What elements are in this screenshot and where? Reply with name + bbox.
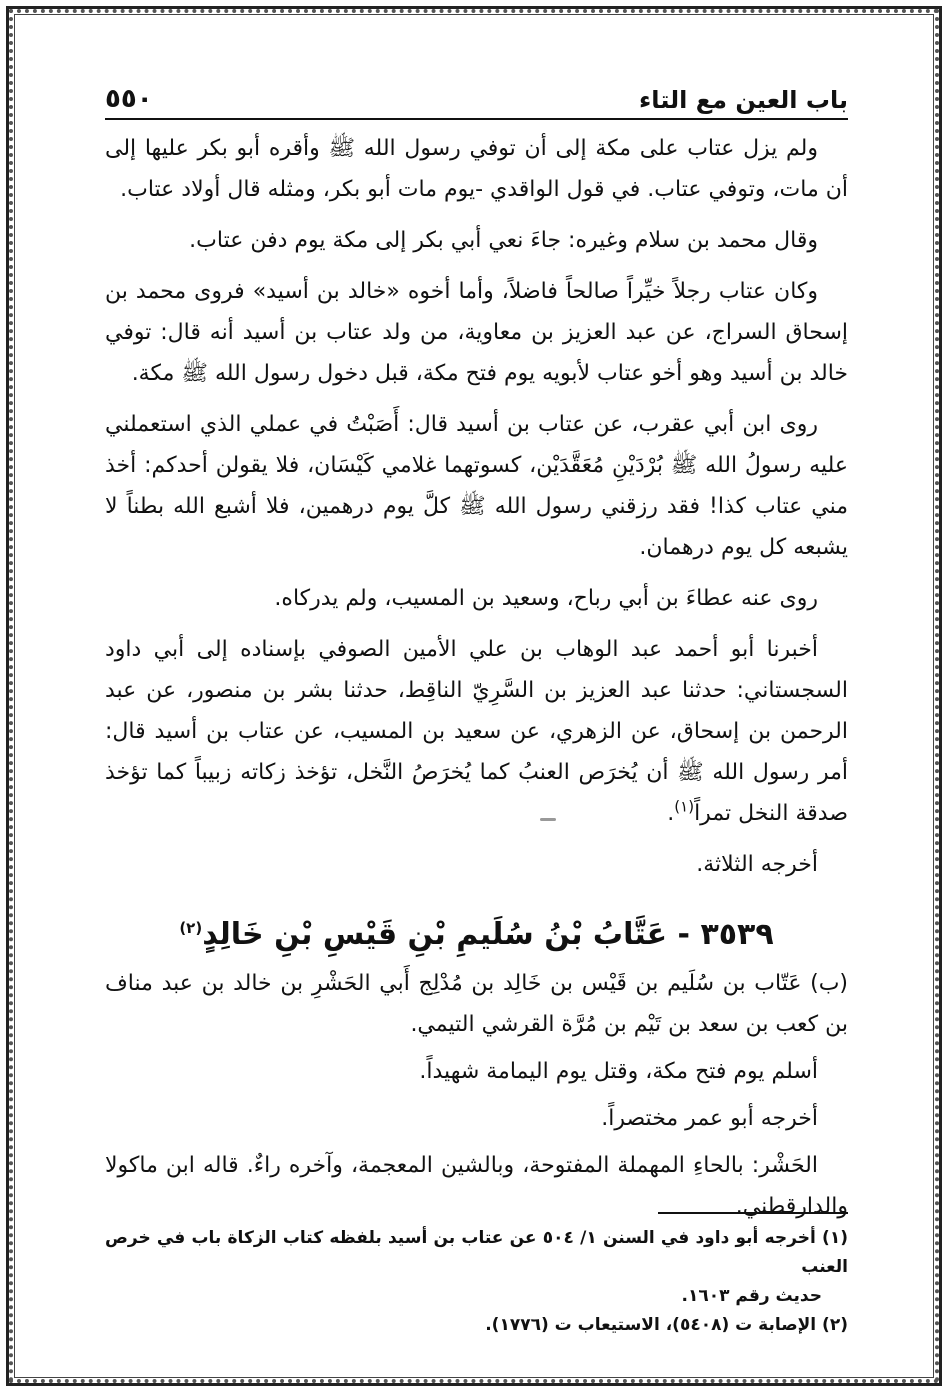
footnote-rule	[658, 1212, 848, 1214]
running-title: باب العين مع التاء	[639, 86, 848, 114]
footnote-ref: (٢)	[179, 919, 203, 937]
entry-paragraph: أخرجه أبو عمر مختصراً.	[601, 1106, 818, 1131]
footnote: (١) أخرجه أبو داود في السنن ١/ ٥٠٤ عن عتاب بن أسيد بلفظه كتاب الزكاة باب في خرص العنب	[105, 1228, 848, 1277]
entry-paragraph: أسلم يوم فتح مكة، وقتل يوم اليمامة شهيداً.	[419, 1059, 818, 1084]
page-header	[105, 70, 848, 120]
paragraph: روى ابن أبي عقرب، عن عتاب بن أسيد قال: أَصَبْتُ في عملي الذي استعملني عليه رسولُ الله ﷺ بُرْدَيْنِ مُعَقَّدَيْن، كسوتهما غلامي كَيْسَان، فلا يقولن أحدكم: أخذ مني عتاب كذا! فقد رزقني رسول الله ﷺ كلَّ يوم درهمين، فلا أشبع الله بطناً لا يشبعه كل يوم درهمان.	[105, 412, 848, 560]
paragraph: ولم يزل عتاب على مكة إلى أن توفي رسول الله ﷺ وأقره أبو بكر عليها إلى أن مات، وتوفي عتاب. في قول الواقدي -يوم مات أبو بكر، ومثله قال أولاد عتاب.	[105, 136, 848, 202]
hadith-text: أخبرنا أبو أحمد عبد الوهاب بن علي الأمين الصوفي بإسناده إلى أبي داود السجستاني: حدثنا عبد العزيز بن السَّرِيّ الناقِط، حدثنا بشر بن منصور، عن عبد الرحمن بن إسحاق، عن الزهري، عن سعيد بن المسيب، عن عتاب بن أسيد قال: أمر رسول الله ﷺ أن يُخرَص العنبُ كما يُخرَصُ النَّخل، تؤخذ زكاته زبيباً كما تؤخذ صدقة النخل تمراً	[105, 637, 848, 826]
entry-title-text: ٣٥٣٩ - عَتَّابُ بْنُ سُلَيمِ بْنِ قَيْسِ بْنِ خَالِدٍ	[202, 917, 774, 952]
footnote-continuation: حديث رقم ١٦٠٣.	[681, 1286, 822, 1306]
paragraph: أخرجه الثلاثة.	[696, 852, 818, 877]
footnotes	[105, 1212, 848, 1340]
page-number: ٥٥٠	[105, 84, 153, 114]
footnote: (٢) الإصابة ت (٥٤٠٨)، الاستيعاب ت (١٧٧٦).	[485, 1315, 848, 1335]
paragraph: روى عنه عطاءَ بن أبي رباح، وسعيد بن المسيب، ولم يدركاه.	[274, 586, 818, 611]
paragraph: وكان عتاب رجلاً خيِّراً صالحاً فاضلاً، وأما أخوه «خالد بن أسيد» فروى محمد بن إسحاق السراج، عن عبد العزيز بن معاوية، من ولد عتاب بن أسيد أنه قال: توفي خالد بن أسيد وهو أخو عتاب لأبويه يوم فتح مكة، قبل دخول رسول الله ﷺ مكة.	[105, 279, 848, 386]
hadith-paragraph: أخبرنا أبو أحمد عبد الوهاب بن علي الأمين الصوفي بإسناده إلى أبي داود السجستاني: حدثنا عبد العزيز بن السَّرِيّ الناقِط، حدثنا بشر بن منصور، عن عبد الرحمن بن إسحاق، عن الزهري، عن سعيد بن المسيب، عن عتاب بن أسيد قال: أمر رسول الله ﷺ أن يُخرَص العنبُ كما يُخرَصُ النَّخل، تؤخذ زكاته زبيباً كما تؤخذ صدقة النخل تمراً$^{(١)}$.	[105, 637, 848, 826]
page-body	[105, 70, 848, 1233]
footnote-ref: (١)	[674, 797, 695, 816]
entry-paragraph: (ب) عَتّاب بن سُلَيم بن قَيْس بن خَالِد بن مُدْلِج أَبي الحَشْرِ بن خالد بن عبد مناف بن كعب بن سعد بن تَيْم بن مُرَّة القرشي التيمي.	[105, 971, 848, 1037]
paragraph: وقال محمد بن سلام وغيره: جاءَ نعي أبي بكر إلى مكة يوم دفن عتاب.	[189, 228, 818, 253]
entry-paragraph: الحَشْر: بالحاءِ المهملة المفتوحة، وبالشين المعجمة، وآخره راءٌ. قاله ابن ماكولا والدارقطني.	[105, 1153, 848, 1219]
entry-heading	[105, 913, 848, 957]
